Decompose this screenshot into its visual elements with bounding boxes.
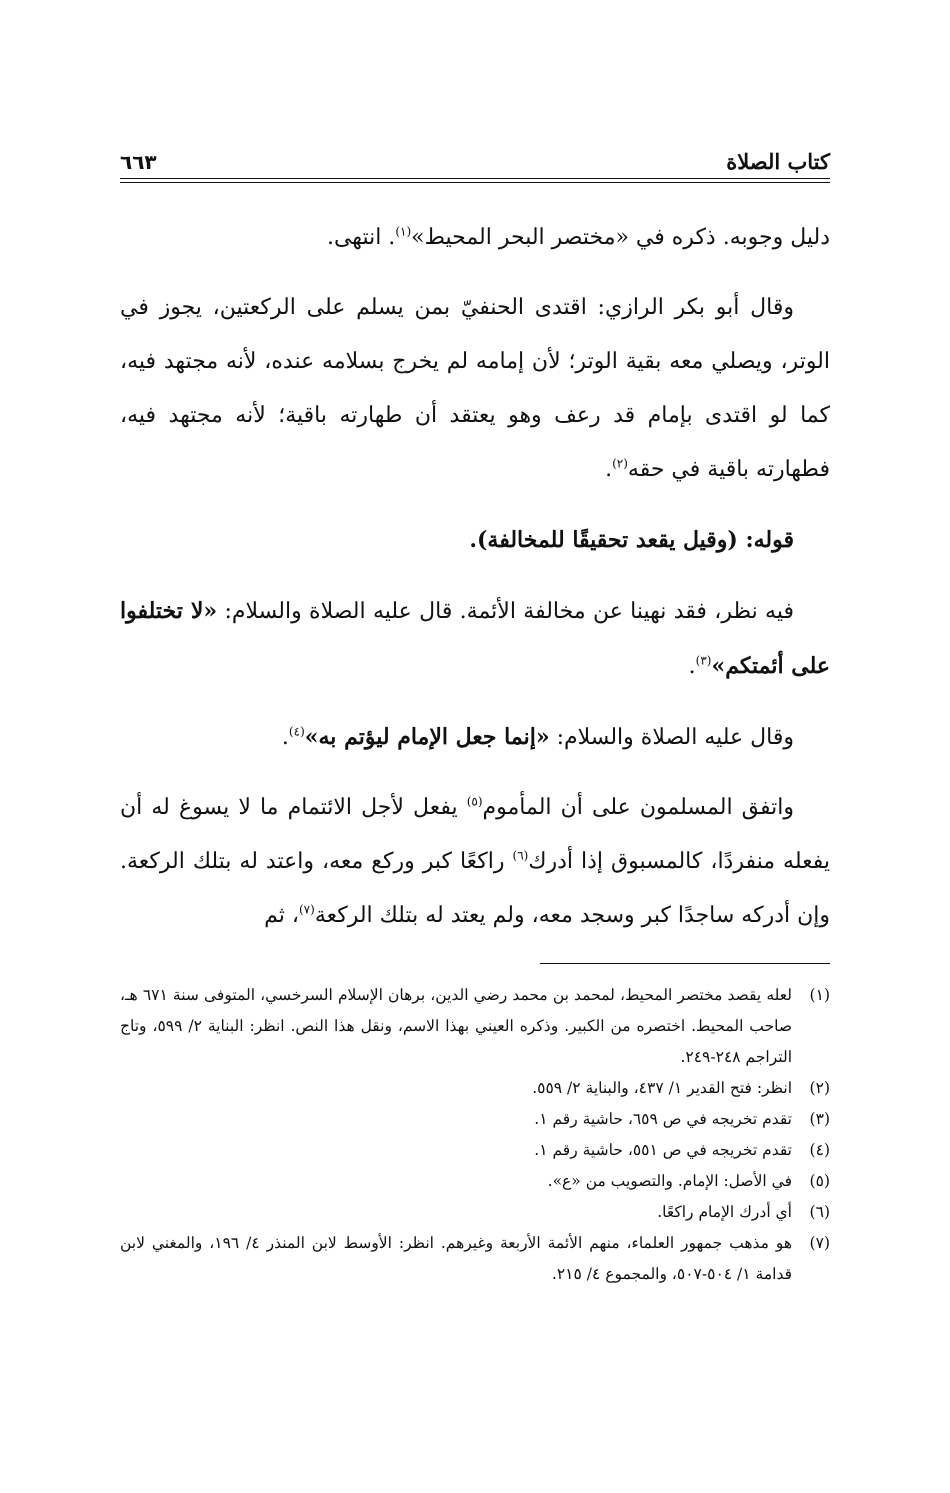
bold-text: قوله: (وقيل يقعد تحقيقًا للمخالفة). [469,527,794,553]
header-double-rule [120,178,830,183]
paragraph [120,781,830,943]
footnote-number: (١) [809,986,830,1004]
footnote-number: (٧) [809,1234,830,1252]
footnote-ref[interactable]: (٣) [695,653,712,668]
footnote-text: أي أدرك الإمام راكعًا. [657,1203,792,1221]
footnote-item [120,1228,830,1290]
footnote-item [120,980,830,1073]
footnote-text: تقدم تخريجه في ص ٦٥٩، حاشية رقم ١. [534,1110,792,1128]
text-run: دليل وجوبه. ذكره في «مختصر البحر المحيط» [411,225,830,250]
footnote-item [120,1104,830,1135]
footnote-ref[interactable]: (٢) [612,456,628,471]
main-text [120,211,830,943]
paragraph [120,211,830,265]
text-run: ، ثم [264,903,299,928]
footnote-number: (٢) [809,1079,830,1097]
book-page [120,140,830,1290]
paragraph [120,710,830,765]
footnote-number: (٥) [809,1172,830,1190]
footnote-item [120,1166,830,1197]
footnotes [120,980,830,1290]
text-run: فيه نظر، فقد نهينا عن مخالفة الأئمة. قال عليه الصلاة والسلام: [217,599,794,624]
footnote-text: انظر: فتح القدير ١/ ٤٣٧، والبناية ٢/ ٥٥٩. [532,1079,792,1097]
text-run: . [281,725,289,750]
footnote-separator [540,963,830,964]
footnote-text: هو مذهب جمهور العلماء، منهم الأئمة الأربعة وغيرهم. انظر: الأوسط لابن المنذر ٤/ ١٩٦، والمغني لابن قدامة ١/ ٥٠٤-٥٠٧، والمجموع ٤/ ٢١٥. [120,1234,792,1283]
footnote-item [120,1073,830,1104]
paragraph [120,584,830,694]
text-run: واتفق المسلمون على أن المأموم [482,795,794,820]
footnote-number: (٦) [809,1203,830,1221]
footnote-ref[interactable]: (٥) [466,794,483,809]
text-run: وقال عليه الصلاة والسلام: [549,725,794,750]
footnote-item [120,1135,830,1166]
text-run: . انتهى. [326,225,396,250]
bold-text: «لا تختلفوا على أئمتكم» [120,598,830,679]
bold-text: «إنما جعل الإمام ليؤتم به» [304,724,550,750]
text-run: وقال أبو بكر الرازي: اقتدى الحنفيّ بمن يسلم على الركعتين، يجوز في الوتر، ويصلي معه بقية الوتر؛ لأن إمامه لم يخرج بسلامه عنده، لأنه مجتهد فيه، كما لو اقتدى بإمام قد رعف وهو يعتقد أن طهارته باقية؛ لأنه مجتهد فيه، فطهارته باقية في حقه [120,295,830,482]
footnote-ref[interactable]: (٤) [288,724,305,739]
footnote-ref[interactable]: (١) [395,224,412,239]
text-run: راكعًا كبر وركع معه، واعتد له بتلك الركعة. وإن أدركه ساجدًا كبر وسجد معه، ولم يعتد له بتلك الركعة [120,849,830,928]
footnote-ref[interactable]: (٧) [298,902,315,917]
running-header [120,140,830,174]
text-run: يفعل لأجل الائتمام ما لا يسوغ له أن يفعله منفردًا، كالمسبوق إذا أدرك [120,795,830,874]
footnote-text: في الأصل: الإمام. والتصويب من «ع». [547,1172,792,1190]
footnote-number: (٣) [809,1110,830,1128]
footnote-item [120,1197,830,1228]
text-run: . [605,457,613,482]
page-number: ٦٦٣ [120,150,157,174]
footnote-number: (٤) [809,1141,830,1159]
chapter-title: كتاب الصلاة [726,149,830,174]
paragraph [120,281,830,497]
footnote-text: لعله يقصد مختصر المحيط، لمحمد بن محمد رضي الدين، برهان الإسلام السرخسي، المتوفى سنة ٦٧١ هـ، صاحب المحيط. اختصره من الكبير. وذكره العيني بهذا الاسم، ونقل هذا النص. انظر: البناية ٢/ ٥٩٩، وتاج التراجم ٢٤٨-٢٤٩. [120,986,792,1066]
text-run: . [688,654,696,679]
paragraph [120,513,830,568]
footnote-text: تقدم تخريجه في ص ٥٥١، حاشية رقم ١. [534,1141,792,1159]
footnote-ref[interactable]: (٦) [512,848,529,863]
